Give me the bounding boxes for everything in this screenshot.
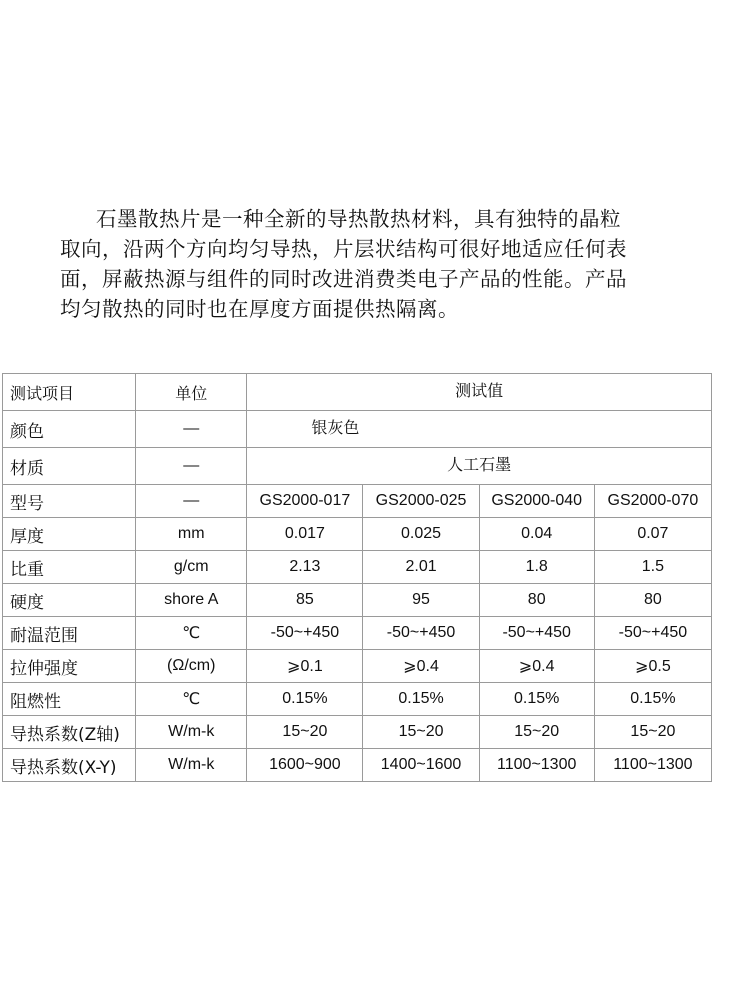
row-unit: (Ω/cm) [136,650,247,683]
table-cell: GS2000-025 [363,485,479,518]
table-cell: 1100~1300 [594,749,711,782]
table-cell: GS2000-070 [594,485,711,518]
table-cell: 15~20 [247,716,363,749]
table-cell: -50~+450 [363,617,479,650]
material-value: 人工石墨 [247,448,712,485]
intro-paragraph [60,204,670,324]
row-unit: ℃ [136,617,247,650]
table-row [3,518,712,551]
table-cell: 1.5 [594,551,711,584]
row-unit: — [136,411,247,448]
spec-table [2,373,712,782]
row-label: 比重 [3,551,136,584]
row-label: 拉伸强度 [3,650,136,683]
table-row [3,650,712,683]
table-cell: GS2000-040 [479,485,594,518]
table-cell: 15~20 [479,716,594,749]
row-label: 阻燃性 [3,683,136,716]
table-row [3,485,712,518]
intro-line: 均匀散热的同时也在厚度方面提供热隔离。 [60,297,459,321]
row-label: 导热系数(Z轴) [3,716,136,749]
table-cell: 0.025 [363,518,479,551]
table-row-color [3,411,712,448]
table-header-row [3,374,712,411]
table-row [3,584,712,617]
table-cell: -50~+450 [247,617,363,650]
color-value: 银灰色 [247,411,712,448]
table-row [3,617,712,650]
table-cell: 0.07 [594,518,711,551]
table-cell: -50~+450 [594,617,711,650]
table-row-material [3,448,712,485]
table-row [3,551,712,584]
table-cell: -50~+450 [479,617,594,650]
table-cell: 1100~1300 [479,749,594,782]
table-cell: 1400~1600 [363,749,479,782]
row-unit: ℃ [136,683,247,716]
table-cell: ⩾0.1 [247,650,363,683]
intro-line: 取向，沿两个方向均匀导热，片层状结构可很好地适应任何表 [60,237,627,261]
row-unit: W/m-k [136,749,247,782]
table-cell: 80 [594,584,711,617]
table-cell: GS2000-017 [247,485,363,518]
row-label: 材质 [3,448,136,485]
table-cell: 15~20 [594,716,711,749]
table-cell: 2.13 [247,551,363,584]
row-unit: — [136,485,247,518]
table-cell: 0.04 [479,518,594,551]
table-cell: 15~20 [363,716,479,749]
table-cell: ⩾0.4 [479,650,594,683]
table-cell: 1.8 [479,551,594,584]
table-row [3,683,712,716]
row-label: 型号 [3,485,136,518]
table-cell: 0.15% [479,683,594,716]
table-cell: 85 [247,584,363,617]
table-cell: 80 [479,584,594,617]
intro-line: 面，屏蔽热源与组件的同时改进消费类电子产品的性能。产品 [60,267,627,291]
row-unit: shore A [136,584,247,617]
table-cell: 0.017 [247,518,363,551]
table-cell: ⩾0.4 [363,650,479,683]
row-label: 耐温范围 [3,617,136,650]
row-unit: mm [136,518,247,551]
header-value: 测试值 [247,374,712,411]
table-cell: 95 [363,584,479,617]
row-unit: W/m-k [136,716,247,749]
table-cell: 0.15% [247,683,363,716]
header-item: 测试项目 [3,374,136,411]
row-label: 颜色 [3,411,136,448]
row-unit: g/cm [136,551,247,584]
header-unit: 单位 [136,374,247,411]
table-cell: 2.01 [363,551,479,584]
row-unit: — [136,448,247,485]
row-label: 硬度 [3,584,136,617]
table-row [3,716,712,749]
intro-line: 石墨散热片是一种全新的导热散热材料，具有独特的晶粒 [96,207,621,231]
table-cell: ⩾0.5 [594,650,711,683]
row-label: 导热系数(X-Y) [3,749,136,782]
table-cell: 1600~900 [247,749,363,782]
table-cell: 0.15% [594,683,711,716]
row-label: 厚度 [3,518,136,551]
table-row [3,749,712,782]
table-cell: 0.15% [363,683,479,716]
